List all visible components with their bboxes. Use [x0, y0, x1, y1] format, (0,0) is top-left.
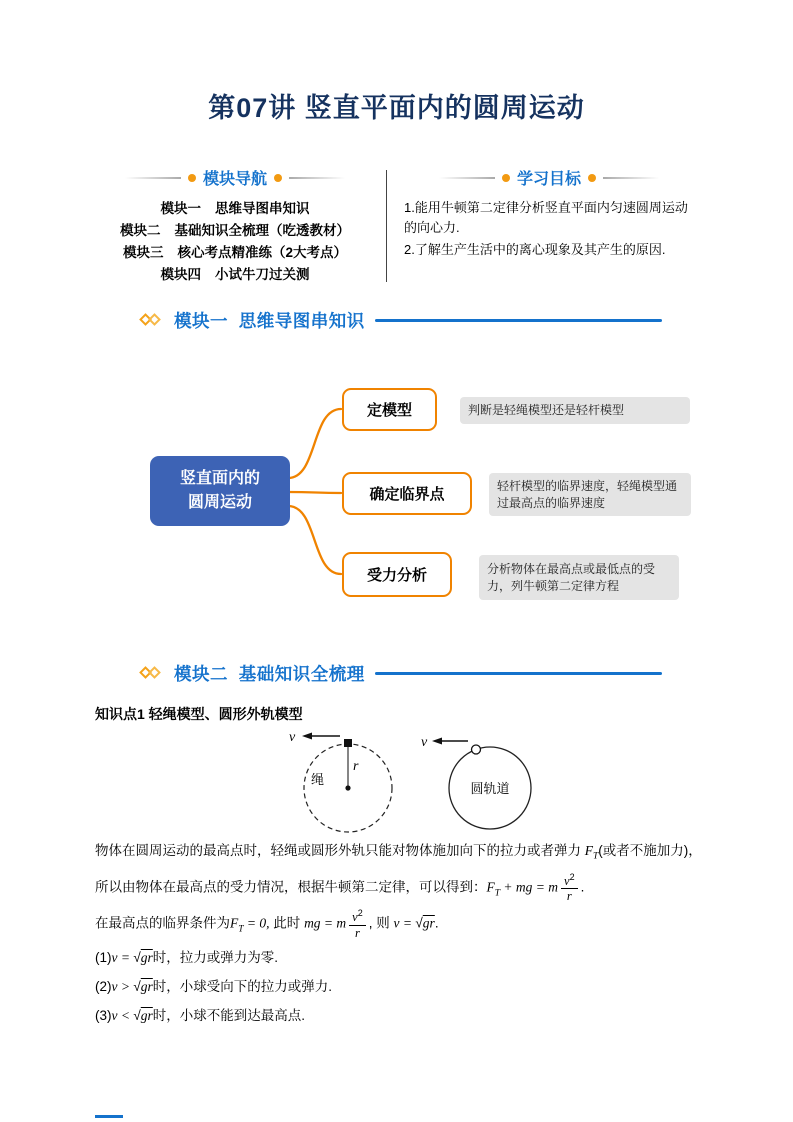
sqrt-gr — [133, 979, 152, 994]
module1-section-header — [140, 308, 662, 333]
var-F: F — [486, 879, 495, 895]
radius-label: r — [353, 759, 359, 774]
module-nav-title: 模块导航 — [202, 171, 267, 188]
objective-item: 2.了解生产生活中的离心现象及其产生的原因. — [404, 242, 666, 257]
ball-at-top — [472, 745, 481, 754]
rope-label: 绳 — [311, 772, 325, 787]
var-r: r — [355, 925, 360, 940]
module-nav-header — [88, 166, 382, 189]
radicand: gr — [140, 950, 153, 966]
mindmap — [95, 378, 707, 618]
var-T-sub: T — [494, 888, 501, 899]
decor-dot — [588, 174, 596, 182]
center-dot — [345, 785, 350, 790]
paragraph-newton-law — [95, 873, 717, 906]
eq-v-less: v < — [111, 1008, 134, 1024]
nav-item-label: 模块一 — [160, 201, 201, 216]
fraction-v2-over-r — [561, 873, 578, 903]
learning-objectives-title: 学习目标 — [516, 171, 581, 188]
text-segment: . — [580, 879, 585, 895]
var-F: F — [230, 915, 239, 931]
sqrt-gr — [133, 1008, 152, 1023]
sqrt-gr — [415, 916, 434, 931]
eq-mg: mg = m — [304, 915, 347, 931]
mindmap-note-model: 判断是轻绳模型还是轻杆模型 — [460, 397, 690, 424]
velocity-arrowhead — [432, 738, 442, 745]
case-item-2 — [95, 974, 717, 1000]
column-divider — [386, 170, 387, 282]
radical-sign: √ — [133, 1008, 141, 1024]
eq-zero: = 0, — [243, 915, 270, 931]
paragraph-critical-condition — [95, 909, 717, 942]
knowledge-point-1-heading: 知识点1 轻绳模型、圆形外轨模型 — [95, 706, 303, 722]
learning-objectives-header — [398, 166, 700, 189]
learning-objectives-list — [398, 198, 700, 260]
text-segment: (3) — [95, 1008, 112, 1024]
figure-rope-model — [278, 726, 413, 836]
module1-section-title: 模块一 思维导图串知识 — [174, 311, 365, 331]
decor-line — [603, 177, 659, 179]
nav-item-module2 — [88, 220, 382, 242]
nav-item-module3 — [88, 242, 382, 264]
nav-item-label: 模块三 — [122, 245, 164, 260]
decor-line — [289, 177, 345, 179]
eq-plus-mg: + mg = m — [500, 879, 559, 895]
decor-dot — [188, 174, 196, 182]
nav-item-text: 核心考点精准练（2大考点） — [177, 245, 347, 260]
eq-v-greater: v > — [111, 979, 134, 995]
text-segment: (2) — [95, 979, 112, 995]
decor-line — [439, 177, 495, 179]
var-T-sub: T — [238, 924, 244, 935]
var-v: v — [564, 873, 570, 888]
decor-line — [125, 177, 181, 179]
case-item-1 — [95, 945, 717, 971]
module2-section-header — [140, 661, 662, 686]
section-rule — [375, 672, 662, 675]
text-segment: 所以由物体在最高点的受力情况，根据牛顿第二定律，可以得到： — [95, 879, 487, 895]
exp-2: 2 — [357, 908, 363, 919]
text-segment: , 则 — [368, 915, 394, 931]
radical-sign: √ — [133, 950, 141, 966]
radicand: gr — [140, 979, 153, 995]
decor-dot — [502, 174, 510, 182]
text-segment: (1) — [95, 950, 112, 966]
track-label: 圆轨道 — [470, 781, 510, 796]
nav-item-label: 模块四 — [160, 267, 201, 282]
double-diamond-icon — [140, 312, 164, 329]
velocity-label: v — [421, 735, 428, 750]
eq-v: v = — [393, 915, 416, 931]
mindmap-root-line1: 竖直面内的 — [179, 470, 260, 487]
text-segment: 时，小球受向下的拉力或弹力. — [152, 979, 333, 995]
text-segment: 时，拉力或弹力为零. — [152, 950, 279, 966]
paragraph-intro — [95, 838, 717, 870]
mindmap-node-model: 定模型 — [342, 388, 437, 431]
module-nav-panel — [88, 166, 382, 286]
nav-item-label: 模块二 — [120, 223, 161, 238]
section-rule — [375, 319, 662, 322]
text-segment: (或者不施加力)， — [598, 843, 702, 858]
text-segment: 物体在圆周运动的最高点时，轻绳或圆形外轨只能对物体施加向下的拉力或者弹力 — [95, 843, 585, 858]
case-item-3 — [95, 1003, 717, 1029]
module2-section-title: 模块二 基础知识全梳理 — [174, 664, 365, 684]
var-T-sub: T — [593, 851, 599, 862]
var-r: r — [566, 889, 572, 904]
ball-at-top — [344, 739, 352, 747]
nav-item-text: 思维导图串知识 — [215, 201, 310, 216]
text-segment: 此时 — [269, 915, 305, 931]
mindmap-root-line2: 圆周运动 — [187, 494, 252, 511]
knowledge-point-1-body — [95, 838, 717, 1032]
nav-item-text: 基础知识全梳理（吃透教材） — [174, 223, 350, 238]
text-segment: . — [434, 915, 439, 931]
velocity-arrowhead — [302, 733, 312, 740]
mindmap-node-critical: 确定临界点 — [342, 472, 472, 515]
nav-item-module4 — [88, 264, 382, 286]
text-segment: 在最高点的临界条件为 — [95, 915, 230, 931]
eq-v-equals: v = — [111, 950, 134, 966]
radicand: gr — [140, 1008, 153, 1024]
mindmap-note-force: 分析物体在最高点或最低点的受力，列牛顿第二定律方程 — [479, 555, 679, 600]
sqrt-gr — [133, 950, 152, 965]
velocity-label: v — [289, 730, 296, 745]
nav-item-module1 — [88, 198, 382, 220]
radicand: gr — [422, 915, 435, 931]
mindmap-root-node — [150, 456, 290, 526]
fraction-v2-over-r — [349, 909, 366, 939]
radical-sign: √ — [415, 915, 423, 931]
decor-dot — [274, 174, 282, 182]
learning-objectives-panel — [398, 166, 700, 262]
double-diamond-icon — [140, 665, 164, 682]
mindmap-node-force: 受力分析 — [342, 552, 452, 597]
page-title: 第07讲 竖直平面内的圆周运动 — [208, 93, 585, 123]
next-section-rule-fragment — [95, 1115, 123, 1118]
figure-track-model — [420, 730, 545, 832]
module-nav-list — [88, 198, 382, 286]
nav-item-text: 小试牛刀过关测 — [215, 267, 310, 282]
var-F: F — [584, 843, 593, 858]
var-v: v — [352, 910, 358, 925]
exp-2: 2 — [569, 871, 575, 882]
text-segment: 时，小球不能到达最高点. — [152, 1008, 306, 1024]
radical-sign: √ — [133, 979, 141, 995]
objective-item: 1.能用牛顿第二定律分析竖直平面内匀速圆周运动的向心力. — [404, 200, 688, 235]
mindmap-note-critical: 轻杆模型的临界速度，轻绳模型通过最高点的临界速度 — [489, 473, 691, 516]
